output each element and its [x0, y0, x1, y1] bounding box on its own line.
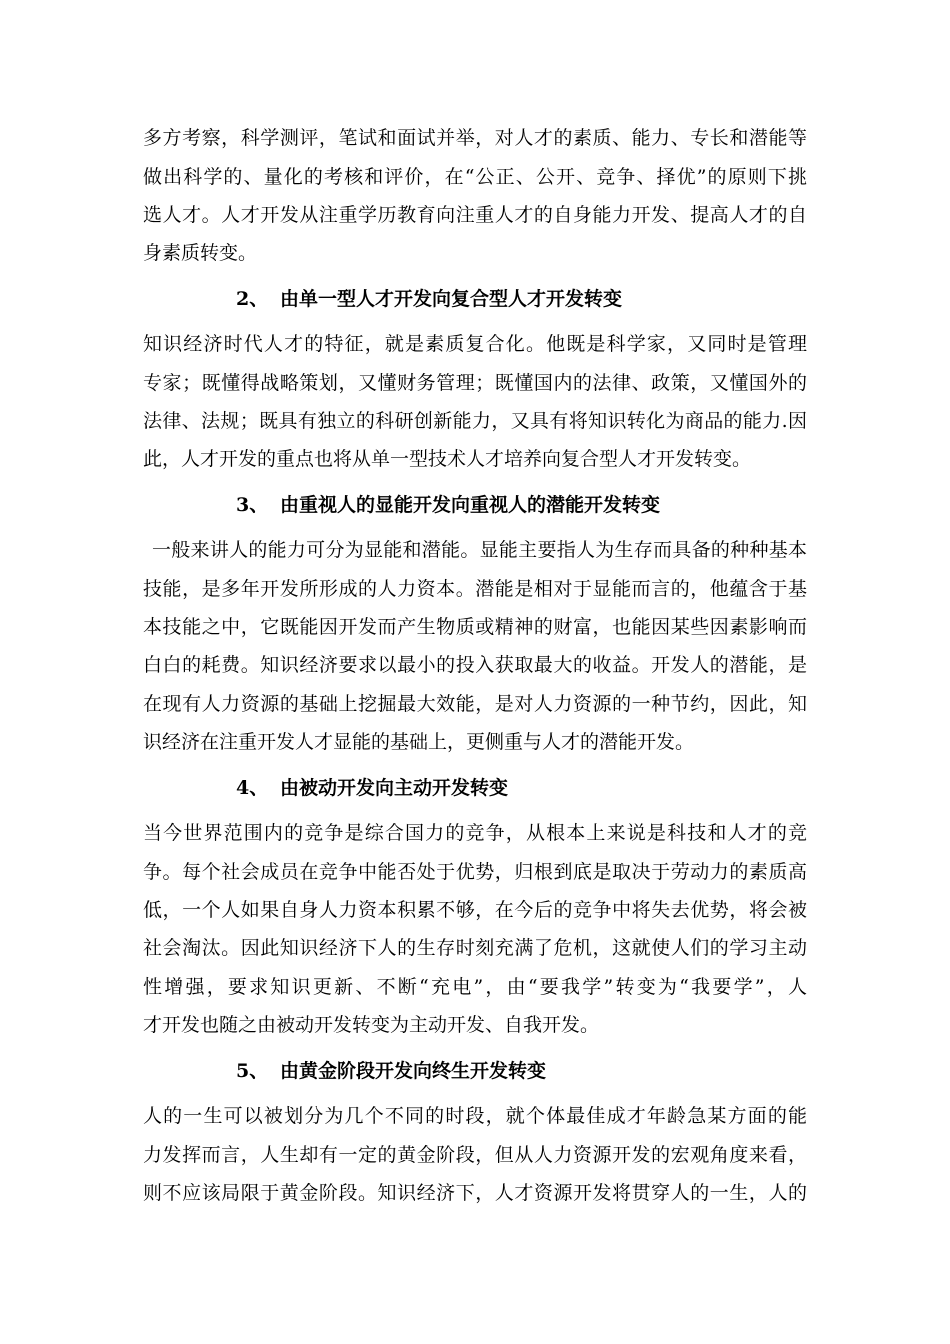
paragraph-line: 才开发也随之由被动开发转变为主动开发、自我开发。 — [143, 1014, 600, 1036]
paragraph-line: 争。每个社会成员在竞争中能否处于优势，归根到底是取决于劳动力的素质高 — [143, 861, 807, 883]
heading-number: 4、 — [236, 777, 269, 799]
paragraph-line: 做出科学的、量化的考核和评价，在“公正、公开、竞争、择优”的原则下挑 — [143, 166, 807, 188]
heading-number: 3、 — [236, 494, 269, 516]
paragraph-line: 白白的耗费。知识经济要求以最小的投入获取最大的收益。开发人的潜能，是 — [143, 654, 807, 676]
paragraph-line: 则不应该局限于黄金阶段。知识经济下，人才资源开发将贯穿人的一生，人的 — [143, 1182, 807, 1204]
paragraph-line: 本技能之中，它既能因开发而产生物质或精神的财富，也能因某些因素影响而 — [143, 616, 807, 638]
paragraph-line: 多方考察，科学测评，笔试和面试并举，对人才的素质、能力、专长和潜能等 — [143, 127, 807, 149]
section-heading — [236, 1056, 546, 1086]
paragraph-line: 社会淘汰。因此知识经济下人的生存时刻充满了危机，这就使人们的学习主动 — [143, 937, 807, 959]
heading-title: 由黄金阶段开发向终生开发转变 — [280, 1060, 547, 1082]
section-heading — [236, 490, 660, 520]
paragraph-line: 技能，是多年开发所形成的人力资本。潜能是相对于显能而言的，他蕴含于基 — [143, 578, 807, 600]
paragraph-line: 知识经济时代人才的特征，就是素质复合化。他既是科学家，又同时是管理 — [143, 333, 807, 355]
paragraph-line: 在现有人力资源的基础上挖掘最大效能，是对人力资源的一种节约，因此，知 — [143, 693, 807, 715]
paragraph-line: 人的一生可以被划分为几个不同的时段，就个体最佳成才年龄急某方面的能 — [143, 1105, 807, 1127]
paragraph-line: 识经济在注重开发人才显能的基础上，更侧重与人才的潜能开发。 — [143, 731, 695, 753]
heading-number: 2、 — [236, 288, 269, 310]
heading-title: 由单一型人才开发向复合型人才开发转变 — [280, 288, 623, 310]
paragraph-line: 选人才。人才开发从注重学历教育向注重人才的自身能力开发、提高人才的自 — [143, 204, 807, 226]
paragraph-line: 力发挥而言，人生却有一定的黄金阶段，但从人力资源开发的宏观角度来看， — [143, 1144, 807, 1166]
paragraph-line: 性增强，要求知识更新、不断“充电”，由“要我学”转变为“我要学”，人 — [143, 976, 807, 998]
paragraph-line: 当今世界范围内的竞争是综合国力的竞争，从根本上来说是科技和人才的竞 — [143, 822, 807, 844]
heading-title: 由重视人的显能开发向重视人的潜能开发转变 — [280, 494, 661, 516]
heading-title: 由被动开发向主动开发转变 — [280, 777, 509, 799]
paragraph-line: 身素质转变。 — [143, 242, 258, 264]
paragraph-line: 低，一个人如果自身人力资本积累不够，在今后的竞争中将失去优势，将会被 — [143, 899, 807, 921]
paragraph-line: 一般来讲人的能力可分为显能和潜能。显能主要指人为生存而具备的种种基本 — [152, 539, 807, 561]
section-heading — [236, 773, 508, 803]
heading-number: 5、 — [236, 1060, 269, 1082]
section-heading — [236, 284, 622, 314]
paragraph-line: 专家；既懂得战略策划，又懂财务管理；既懂国内的法律、政策，又懂国外的 — [143, 372, 807, 394]
paragraph-line: 法律、法规；既具有独立的科研创新能力，又具有将知识转化为商品的能力.因 — [143, 410, 807, 432]
paragraph-line: 此，人才开发的重点也将从单一型技术人才培养向复合型人才开发转变。 — [143, 448, 752, 470]
